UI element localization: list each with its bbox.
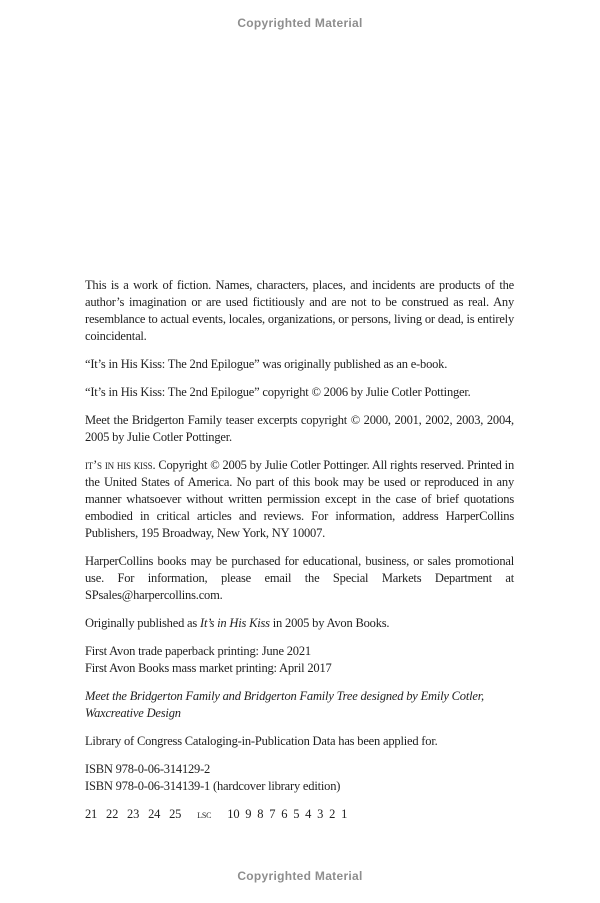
isbn-hardcover: ISBN 978-0-06-314139-1 (hardcover library edition)	[85, 779, 341, 793]
printing-trade-line: First Avon trade paperback printing: June 2021	[85, 644, 311, 658]
originally-published-suffix: in 2005 by Avon Books.	[269, 616, 390, 630]
fiction-disclaimer-paragraph: This is a work of fiction. Names, characters, places, and incidents are products of the author’s imagination or are used fictitiously and are not to be construed as real. Any resemblance to actual events, locales, organizations, or persons, living or dead, is entirely coincidental.	[85, 278, 514, 343]
epilogue-ebook-note: “It’s in His Kiss: The 2nd Epilogue” was originally published as an e-book.	[85, 357, 448, 371]
originally-published-prefix: Originally published as	[85, 616, 200, 630]
library-of-congress-line: Library of Congress Cataloging-in-Publication Data has been applied for.	[85, 734, 438, 748]
book-title-italic: It’s in His Kiss	[199, 616, 270, 630]
main-copyright-text: . Copyright © 2005 by Julie Cotler Pottinger. All rights reserved. Printed in the United States of America. No part of this book may be used or reproduced in any manner whatsoever without written permission except in the case of brief quotations embodied in critical articles and reviews. For information, address HarperCollins Publishers, 195 Broadway, New York, NY 10007.	[85, 458, 515, 540]
isbn-block	[85, 761, 514, 795]
special-markets-paragraph: HarperCollins books may be purchased for educational, business, or sales promotional use. For information, please email the Special Markets Department at SPsales@harpercollins.com.	[85, 554, 514, 602]
printers-key-years: 21 22 23 24 25	[85, 807, 182, 821]
book-title-smallcaps: it’s in his kiss	[85, 458, 153, 472]
isbn-paperback: ISBN 978-0-06-314129-2	[85, 762, 211, 776]
copyright-text-block	[85, 277, 514, 835]
printer-code: lsc	[197, 809, 212, 821]
copyrighted-material-footer: Copyrighted Material	[237, 869, 363, 883]
printers-key-numbers: 10 9 8 7 6 5 4 3 2 1	[227, 807, 348, 821]
main-copyright-paragraph	[85, 457, 514, 542]
printing-mass-market-line: First Avon Books mass market printing: April 2017	[85, 661, 332, 675]
design-credit-line: Meet the Bridgerton Family and Bridgerton Family Tree designed by Emily Cotler, Waxcreative Design	[85, 689, 484, 720]
teaser-copyright-text: Meet the Bridgerton Family teaser excerpts copyright © 2000, 2001, 2002, 2003, 2004, 2005 by Julie Cotler Pottinger.	[85, 413, 514, 444]
printers-key-line	[85, 806, 514, 824]
printing-history	[85, 643, 514, 677]
originally-published-line	[85, 615, 514, 632]
epilogue-copyright-line: “It’s in His Kiss: The 2nd Epilogue” copyright © 2006 by Julie Cotler Pottinger.	[85, 385, 471, 399]
copyrighted-material-header: Copyrighted Material	[237, 16, 363, 30]
teaser-copyright-line	[85, 412, 514, 446]
